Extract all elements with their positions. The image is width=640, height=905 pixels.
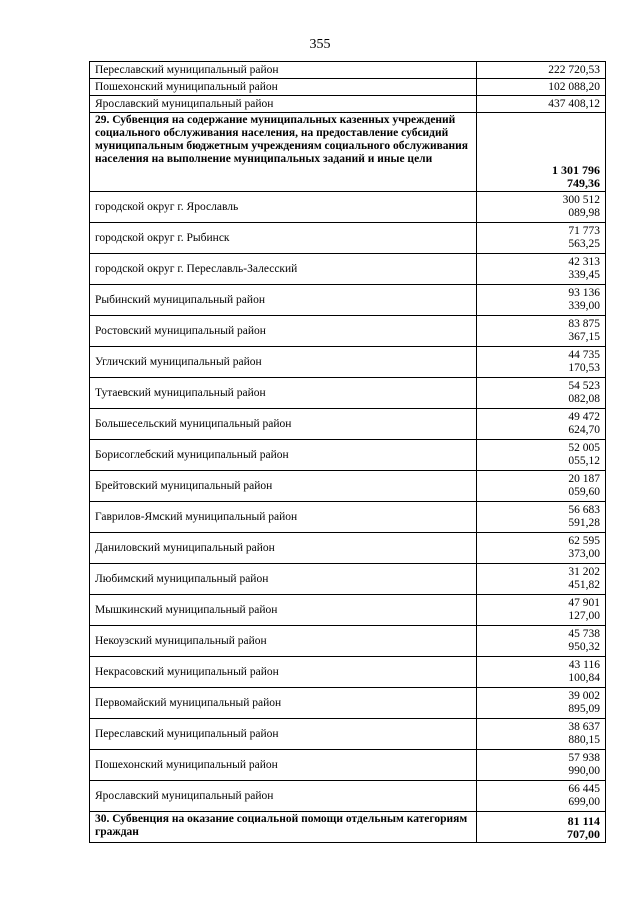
amount-cell bbox=[477, 96, 606, 113]
amount-line: 42 313 bbox=[568, 256, 600, 268]
amount-line: 055,12 bbox=[568, 455, 600, 467]
recipient-name: городской округ г. Рыбинск bbox=[90, 223, 477, 254]
table-row bbox=[90, 62, 606, 79]
amount-line: 39 002 bbox=[568, 690, 600, 702]
recipient-name: Большесельский муниципальный район bbox=[90, 409, 477, 440]
amount-cell bbox=[477, 79, 606, 96]
table-row bbox=[90, 564, 606, 595]
recipient-name: Переславский муниципальный район bbox=[90, 62, 477, 79]
table-row bbox=[90, 316, 606, 347]
amount-line: 749,36 bbox=[567, 176, 600, 190]
amount-line: 102 088,20 bbox=[548, 80, 600, 93]
amount-line: 93 136 bbox=[568, 287, 600, 299]
section-total-amount bbox=[477, 113, 606, 192]
recipient-name: Рыбинский муниципальный район bbox=[90, 285, 477, 316]
amount-cell bbox=[477, 192, 606, 223]
amount-cell bbox=[477, 595, 606, 626]
amount-line: 49 472 bbox=[568, 411, 600, 423]
recipient-name: Даниловский муниципальный район bbox=[90, 533, 477, 564]
amount-line: 52 005 bbox=[568, 442, 600, 454]
amount-line: 990,00 bbox=[568, 765, 600, 777]
recipient-name: Первомайский муниципальный район bbox=[90, 688, 477, 719]
amount-cell bbox=[477, 62, 606, 79]
table-row bbox=[90, 79, 606, 96]
recipient-name: Любимский муниципальный район bbox=[90, 564, 477, 595]
section-title: 30. Субвенция на оказание социальной помощи отдельным категориям граждан bbox=[90, 812, 477, 843]
amount-cell bbox=[477, 223, 606, 254]
recipient-name: Ярославский муниципальный район bbox=[90, 781, 477, 812]
subvention-table bbox=[89, 61, 606, 843]
subvention-table-body bbox=[90, 62, 606, 843]
amount-line: 451,82 bbox=[568, 579, 600, 591]
amount-cell bbox=[477, 719, 606, 750]
amount-line: 563,25 bbox=[568, 238, 600, 250]
recipient-name: Некоузский муниципальный район bbox=[90, 626, 477, 657]
amount-line: 082,08 bbox=[568, 393, 600, 405]
amount-line: 57 938 bbox=[568, 752, 600, 764]
table-row bbox=[90, 626, 606, 657]
amount-line: 81 114 bbox=[567, 814, 600, 828]
amount-cell bbox=[477, 750, 606, 781]
recipient-name: Гаврилов-Ямский муниципальный район bbox=[90, 502, 477, 533]
section-header-row bbox=[90, 812, 606, 843]
recipient-name: Переславский муниципальный район bbox=[90, 719, 477, 750]
recipient-name: Брейтовский муниципальный район bbox=[90, 471, 477, 502]
amount-line: 300 512 bbox=[562, 194, 600, 206]
amount-cell bbox=[477, 781, 606, 812]
table-row bbox=[90, 750, 606, 781]
amount-line: 20 187 bbox=[568, 473, 600, 485]
amount-line: 31 202 bbox=[568, 566, 600, 578]
section-total-amount bbox=[477, 812, 606, 843]
section-header-row bbox=[90, 113, 606, 192]
amount-cell bbox=[477, 688, 606, 719]
amount-line: 66 445 bbox=[568, 783, 600, 795]
table-row bbox=[90, 409, 606, 440]
amount-cell bbox=[477, 347, 606, 378]
amount-line: 47 901 bbox=[568, 597, 600, 609]
table-row bbox=[90, 96, 606, 113]
table-row bbox=[90, 719, 606, 750]
amount-line: 895,09 bbox=[568, 703, 600, 715]
amount-line: 591,28 bbox=[568, 517, 600, 529]
amount-cell bbox=[477, 285, 606, 316]
amount-line: 222 720,53 bbox=[548, 63, 600, 76]
amount-line: 170,53 bbox=[568, 362, 600, 374]
amount-line: 83 875 bbox=[568, 318, 600, 330]
table-row bbox=[90, 595, 606, 626]
amount-cell bbox=[477, 657, 606, 688]
recipient-name: Ярославский муниципальный район bbox=[90, 96, 477, 113]
table-row bbox=[90, 471, 606, 502]
table-row bbox=[90, 223, 606, 254]
amount-cell bbox=[477, 409, 606, 440]
amount-line: 699,00 bbox=[568, 796, 600, 808]
section-title: 29. Субвенция на содержание муниципальных казенных учреждений социального обслуживания населения, на предоставление субсидий муниципальным бюджетным учреждениям социального обслуживания населения на выполнение муниципальных заданий и иные цели bbox=[90, 113, 477, 192]
amount-line: 1 301 796 bbox=[552, 163, 600, 177]
table-row bbox=[90, 378, 606, 409]
amount-cell bbox=[477, 378, 606, 409]
amount-cell bbox=[477, 533, 606, 564]
amount-line: 880,15 bbox=[568, 734, 600, 746]
amount-line: 127,00 bbox=[568, 610, 600, 622]
amount-line: 707,00 bbox=[567, 827, 600, 841]
table-row bbox=[90, 347, 606, 378]
recipient-name: городской округ г. Ярославль bbox=[90, 192, 477, 223]
amount-cell bbox=[477, 502, 606, 533]
recipient-name: Некрасовский муниципальный район bbox=[90, 657, 477, 688]
amount-line: 089,98 bbox=[568, 207, 600, 219]
table-row bbox=[90, 688, 606, 719]
table-row bbox=[90, 440, 606, 471]
amount-line: 373,00 bbox=[568, 548, 600, 560]
amount-line: 367,15 bbox=[568, 331, 600, 343]
recipient-name: Пошехонский муниципальный район bbox=[90, 750, 477, 781]
page-number: 355 bbox=[309, 37, 331, 52]
recipient-name: Борисоглебский муниципальный район bbox=[90, 440, 477, 471]
amount-line: 38 637 bbox=[568, 721, 600, 733]
table-row bbox=[90, 192, 606, 223]
table-row bbox=[90, 781, 606, 812]
recipient-name: Мышкинский муниципальный район bbox=[90, 595, 477, 626]
recipient-name: Тутаевский муниципальный район bbox=[90, 378, 477, 409]
amount-cell bbox=[477, 316, 606, 347]
amount-line: 62 595 bbox=[568, 535, 600, 547]
amount-cell bbox=[477, 564, 606, 595]
table-row bbox=[90, 285, 606, 316]
table-row bbox=[90, 254, 606, 285]
amount-line: 624,70 bbox=[568, 424, 600, 436]
amount-line: 43 116 bbox=[568, 659, 600, 671]
amount-cell bbox=[477, 254, 606, 285]
amount-line: 100,84 bbox=[568, 672, 600, 684]
amount-line: 44 735 bbox=[568, 349, 600, 361]
amount-line: 56 683 bbox=[568, 504, 600, 516]
recipient-name: городской округ г. Переславль-Залесский bbox=[90, 254, 477, 285]
table-row bbox=[90, 502, 606, 533]
recipient-name: Угличский муниципальный район bbox=[90, 347, 477, 378]
amount-line: 45 738 bbox=[568, 628, 600, 640]
amount-line: 950,32 bbox=[568, 641, 600, 653]
amount-line: 339,00 bbox=[568, 300, 600, 312]
amount-line: 339,45 bbox=[568, 269, 600, 281]
amount-cell bbox=[477, 440, 606, 471]
amount-line: 54 523 bbox=[568, 380, 600, 392]
amount-line: 437 408,12 bbox=[548, 97, 600, 110]
amount-cell bbox=[477, 471, 606, 502]
table-row bbox=[90, 533, 606, 564]
amount-line: 059,60 bbox=[568, 486, 600, 498]
recipient-name: Ростовский муниципальный район bbox=[90, 316, 477, 347]
amount-line: 71 773 bbox=[568, 225, 600, 237]
amount-cell bbox=[477, 626, 606, 657]
table-row bbox=[90, 657, 606, 688]
recipient-name: Пошехонский муниципальный район bbox=[90, 79, 477, 96]
